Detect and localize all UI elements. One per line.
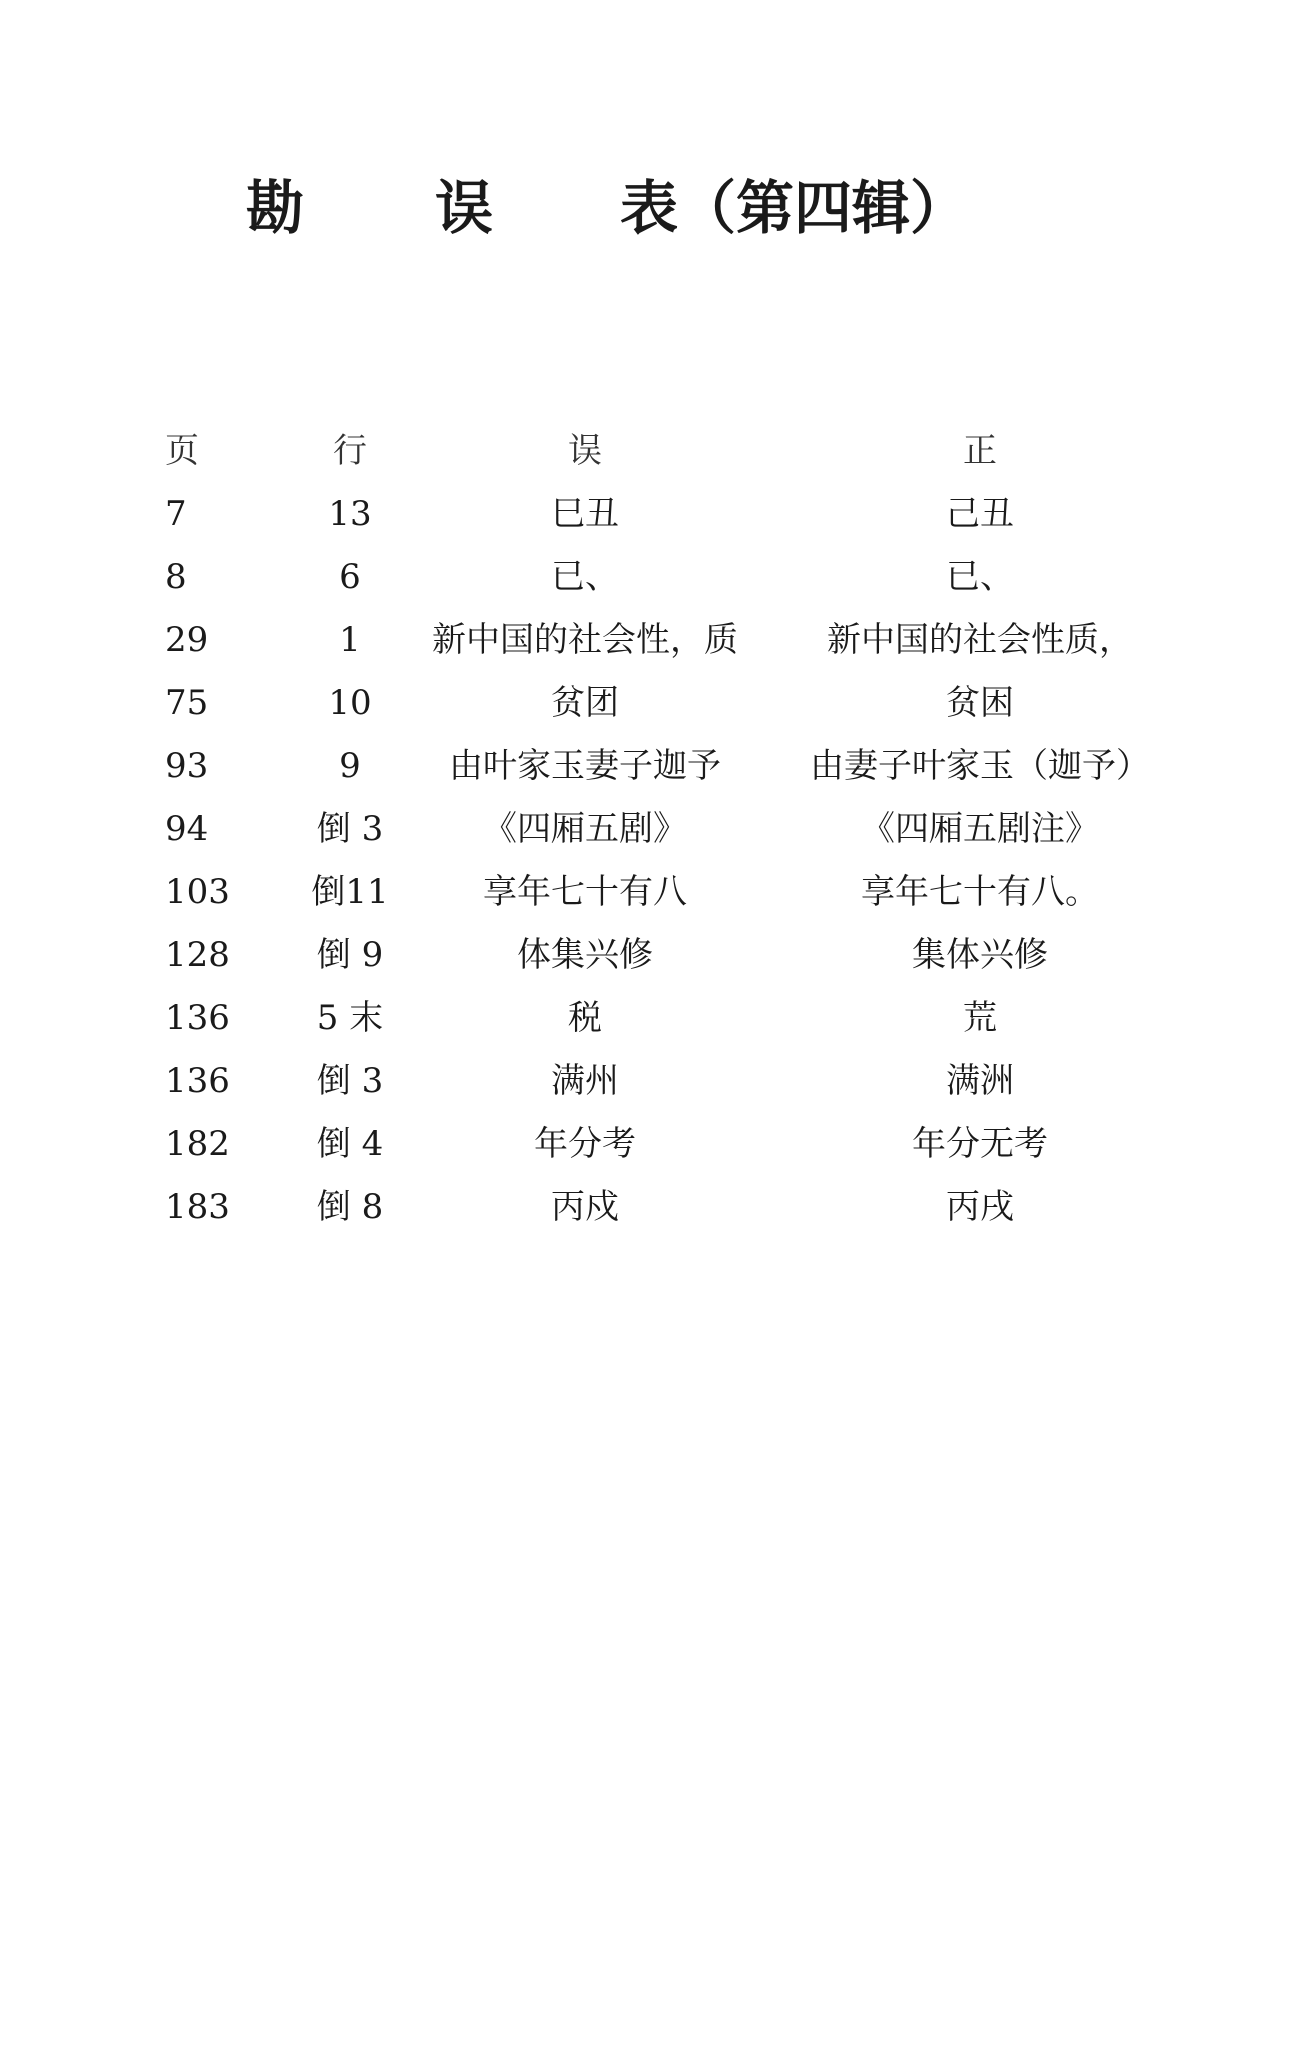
table-row (0, 609, 1313, 672)
cell-page: 182 (165, 1124, 230, 1164)
table-row (0, 798, 1313, 861)
header-line: 行 (333, 431, 367, 471)
cell-correct: 已、 (946, 557, 1014, 597)
cell-wrong: 贫团 (551, 683, 619, 723)
cell-page: 29 (165, 620, 209, 660)
table-row (0, 924, 1313, 987)
cell-wrong: 享年七十有八 (483, 872, 687, 912)
cell-line: 倒 3 (316, 1061, 384, 1101)
cell-wrong: 《四厢五剧》 (483, 809, 687, 849)
cell-correct: 集体兴修 (912, 935, 1048, 975)
cell-correct: 荒 (963, 998, 997, 1038)
cell-line: 倒11 (311, 872, 389, 912)
cell-line: 13 (328, 494, 372, 534)
cell-correct: 年分无考 (912, 1124, 1048, 1164)
cell-line: 9 (339, 746, 361, 786)
table-row (0, 546, 1313, 609)
cell-line: 倒 9 (316, 935, 384, 975)
cell-line: 倒 4 (316, 1124, 384, 1164)
cell-line: 6 (339, 557, 361, 597)
cell-correct: 《四厢五剧注》 (861, 809, 1099, 849)
cell-page: 128 (165, 935, 230, 975)
table-row (0, 1176, 1313, 1239)
table-header-row (0, 420, 1313, 483)
cell-wrong: 体集兴修 (517, 935, 653, 975)
cell-correct: 由妻子叶家玉（迦予） (810, 746, 1150, 786)
cell-line: 倒 3 (316, 809, 384, 849)
cell-line: 10 (328, 683, 372, 723)
cell-page: 8 (165, 557, 187, 597)
cell-page: 183 (165, 1187, 230, 1227)
cell-wrong: 已、 (551, 557, 619, 597)
cell-correct: 己丑 (946, 494, 1014, 534)
cell-page: 136 (165, 1061, 230, 1101)
errata-table (0, 420, 1313, 1239)
cell-page: 136 (165, 998, 230, 1038)
table-row (0, 672, 1313, 735)
cell-line: 5 末 (316, 998, 384, 1038)
cell-page: 75 (165, 683, 209, 723)
cell-wrong: 新中国的社会性，质 (432, 620, 738, 660)
header-page: 页 (165, 431, 199, 471)
table-row (0, 735, 1313, 798)
table-row (0, 987, 1313, 1050)
cell-wrong: 丙戍 (551, 1187, 619, 1227)
header-wrong: 误 (568, 431, 602, 471)
cell-line: 1 (339, 620, 361, 660)
title-part-3: 表（第四辑） (620, 174, 969, 242)
cell-correct: 新中国的社会性质， (827, 620, 1133, 660)
cell-correct: 满洲 (946, 1061, 1014, 1101)
cell-wrong: 由叶家玉妻子迦予 (449, 746, 721, 786)
table-row (0, 1050, 1313, 1113)
cell-wrong: 税 (568, 998, 602, 1038)
cell-correct: 贫困 (946, 683, 1014, 723)
table-row (0, 1113, 1313, 1176)
cell-page: 103 (165, 872, 230, 912)
cell-page: 93 (165, 746, 209, 786)
header-correct: 正 (963, 431, 997, 471)
cell-correct: 享年七十有八。 (861, 872, 1099, 912)
title-part-1: 勘 (246, 174, 305, 242)
cell-wrong: 巳丑 (551, 494, 619, 534)
cell-page: 94 (165, 809, 209, 849)
cell-wrong: 满州 (551, 1061, 619, 1101)
table-row (0, 483, 1313, 546)
cell-page: 7 (165, 494, 187, 534)
cell-correct: 丙戌 (946, 1187, 1014, 1227)
cell-wrong: 年分考 (534, 1124, 636, 1164)
cell-line: 倒 8 (316, 1187, 384, 1227)
page-title (0, 168, 1313, 248)
table-row (0, 861, 1313, 924)
title-part-2: 误 (435, 174, 494, 242)
